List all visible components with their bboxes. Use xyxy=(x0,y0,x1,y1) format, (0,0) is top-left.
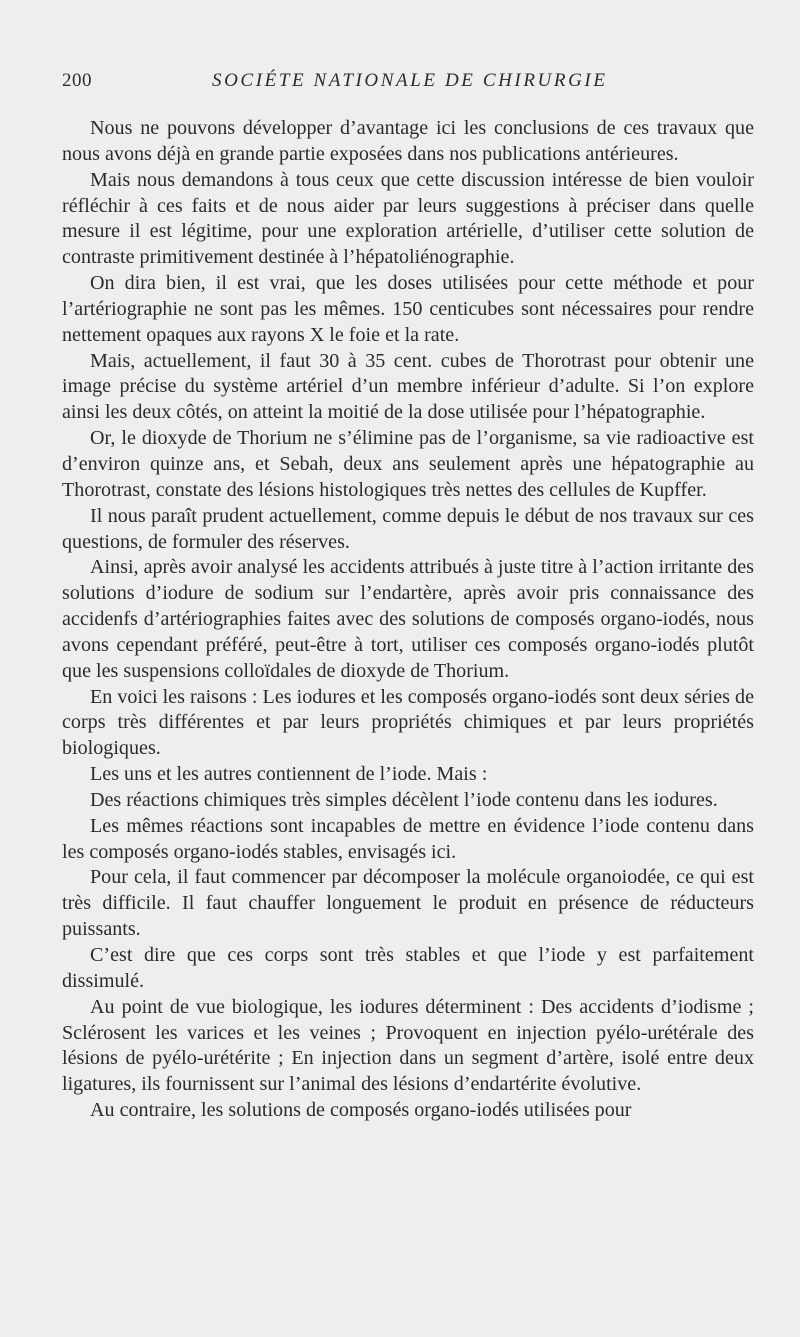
body-text xyxy=(62,116,754,1124)
paragraph: C’est dire que ces corps sont très stables et que l’iode y est parfaitement dissimulé. xyxy=(62,944,754,992)
paragraph: Les mêmes réactions sont incapables de mettre en évidence l’iode contenu dans les composés organo-iodés stables, envisagés ici. xyxy=(62,814,754,863)
paragraph: Nous ne pouvons développer d’avantage ici les conclusions de ces travaux que nous avons déjà en grande partie exposées dans nos publications antérieures. xyxy=(62,117,754,165)
running-head xyxy=(62,70,754,98)
paragraph: Mais nous demandons à tous ceux que cette discussion intéresse de bien vouloir réfléchir à ces faits et de nous aider par leurs suggestions à préciser dans quelle mesure il est légitime, pour une exploration artérielle, d’utiliser cette solution de contraste primitivement destinée à l’hépatoliénographie. xyxy=(62,168,754,269)
journal-title: SOCIÉTE NATIONALE DE CHIRURGIE xyxy=(212,70,608,91)
paragraph: Or, le dioxyde de Thorium ne s’élimine pas de l’organisme, sa vie radioactive est d’environ quinze ans, et Sebah, deux ans seulement après une hépatographie au Thorotrast, constate des lésions histologiques très nettes des cellules de Kupffer. xyxy=(62,427,754,501)
paragraph: Il nous paraît prudent actuellement, comme depuis le début de nos travaux sur ces questions, de formuler des réserves. xyxy=(62,504,754,553)
paragraph: Au point de vue biologique, les iodures déterminent : Des accidents d’iodisme ; Sclérosent les varices et les veines ; Provoquent en injection pyélo-urétérale des lésions de pyélo-urétérite ; En injection dans un segment d’artère, isolé entre deux ligatures, ils fournissent sur l’animal des lésions d’endartérite évolutive. xyxy=(62,995,754,1096)
page-number: 200 xyxy=(62,70,92,91)
paragraph: Des réactions chimiques très simples décèlent l’iode contenu dans les iodures. xyxy=(90,788,718,811)
paragraph: On dira bien, il est vrai, que les doses utilisées pour cette méthode et pour l’artériographie ne sont pas les mêmes. 150 centicubes sont nécessaires pour rendre nettement opaques aux rayons X le foie et la rate. xyxy=(62,272,754,346)
paragraph: Ainsi, après avoir analysé les accidents attribués à juste titre à l’action irritante des solutions d’iodure de sodium sur l’endartère, après avoir pris connaissance des accidenfs d’artériographies faites avec des solutions de composés organo-iodés, nous avons cependant préféré, peut-être à tort, utiliser ces composés organo-iodés plutôt que les suspensions colloïdales de dioxyde de Thorium. xyxy=(62,556,754,682)
paragraph: Pour cela, il faut commencer par décomposer la molécule organoiodée, ce qui est très difficile. Il faut chauffer longuement le produit en présence de réducteurs puissants. xyxy=(62,866,754,941)
paragraph: Au contraire, les solutions de composés organo-iodés utilisées pour xyxy=(90,1099,632,1122)
paragraph: Les uns et les autres contiennent de l’iode. Mais : xyxy=(90,763,488,786)
paragraph: En voici les raisons : Les iodures et les composés organo-iodés sont deux séries de corps très différentes et par leurs propriétés chimiques et par leurs propriétés biologiques. xyxy=(62,685,754,760)
paragraph: Mais, actuellement, il faut 30 à 35 cent. cubes de Thorotrast pour obtenir une image précise du système artériel d’un membre inférieur d’adulte. Si l’on explore ainsi les deux côtés, on atteint la moitié de la dose utilisée pour l’hépatographie. xyxy=(62,349,754,424)
